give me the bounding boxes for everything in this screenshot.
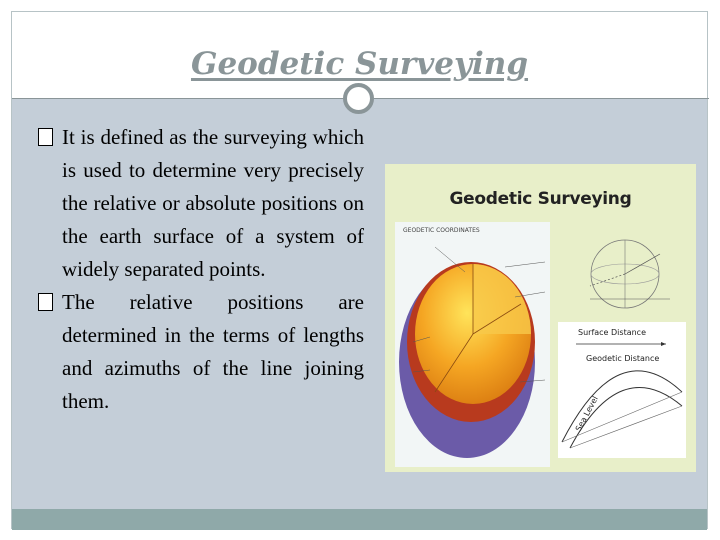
bullet-marker-icon xyxy=(38,128,53,146)
surface-distance-label: Surface Distance xyxy=(578,328,646,337)
bullet-list xyxy=(38,121,364,418)
earth-diagram-label: GEODETIC COORDINATES xyxy=(403,227,480,234)
divider-line-left xyxy=(12,98,343,99)
earth-cross-section-image xyxy=(395,222,550,467)
slide-title: Geodetic Surveying xyxy=(190,46,529,82)
divider-line-right xyxy=(374,98,709,99)
geodetic-figure xyxy=(385,164,696,472)
earth-cross-section-diagram xyxy=(395,222,550,467)
geodetic-distance-diagram xyxy=(558,322,686,458)
divider-circle-ornament xyxy=(343,83,374,114)
bullet-item xyxy=(38,286,364,418)
bullet-item xyxy=(38,121,364,286)
figure-title: Geodetic Surveying xyxy=(449,189,632,209)
bullet-text: It is defined as the surveying which is used to determine very precisely the relative or absolute positions on the earth surface of a system of widely separated points. xyxy=(62,125,364,281)
geodetic-distance-label: Geodetic Distance xyxy=(586,354,660,363)
globe-angle-diagram xyxy=(570,224,680,314)
bullet-text: The relative positions are determined in the terms of lengths and azimuths of the line joining them. xyxy=(62,290,364,413)
sea-level-label: Sea Level xyxy=(573,394,600,433)
footer-band xyxy=(12,509,707,530)
bullet-marker-icon xyxy=(38,293,53,311)
geodetic-arc-image xyxy=(558,322,686,458)
